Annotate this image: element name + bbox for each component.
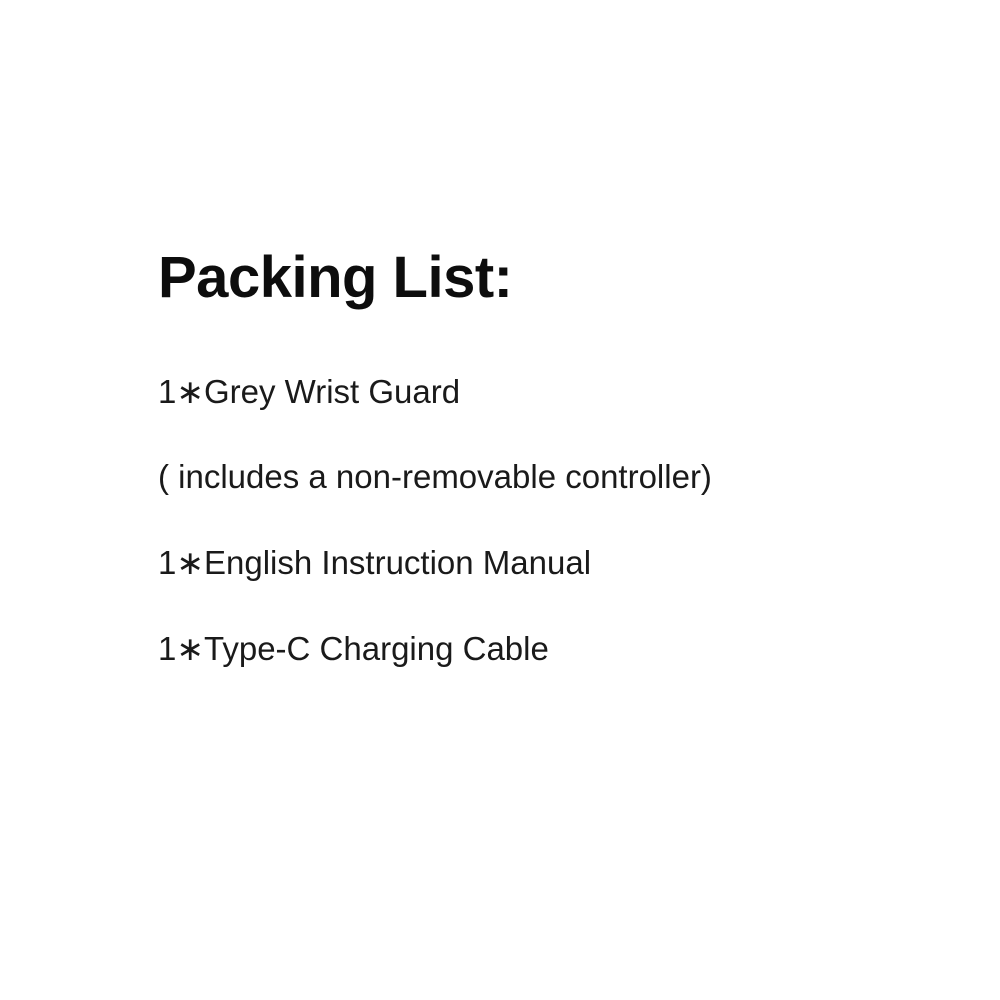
page-title: Packing List:: [158, 245, 513, 310]
list-item: 1∗Type-C Charging Cable: [158, 629, 549, 667]
list-item: 1∗English Instruction Manual: [158, 543, 592, 581]
packing-list-content: [158, 246, 938, 668]
list-item: ( includes a non-removable controller): [158, 458, 712, 496]
list-item: 1∗Grey Wrist Guard: [158, 372, 461, 410]
